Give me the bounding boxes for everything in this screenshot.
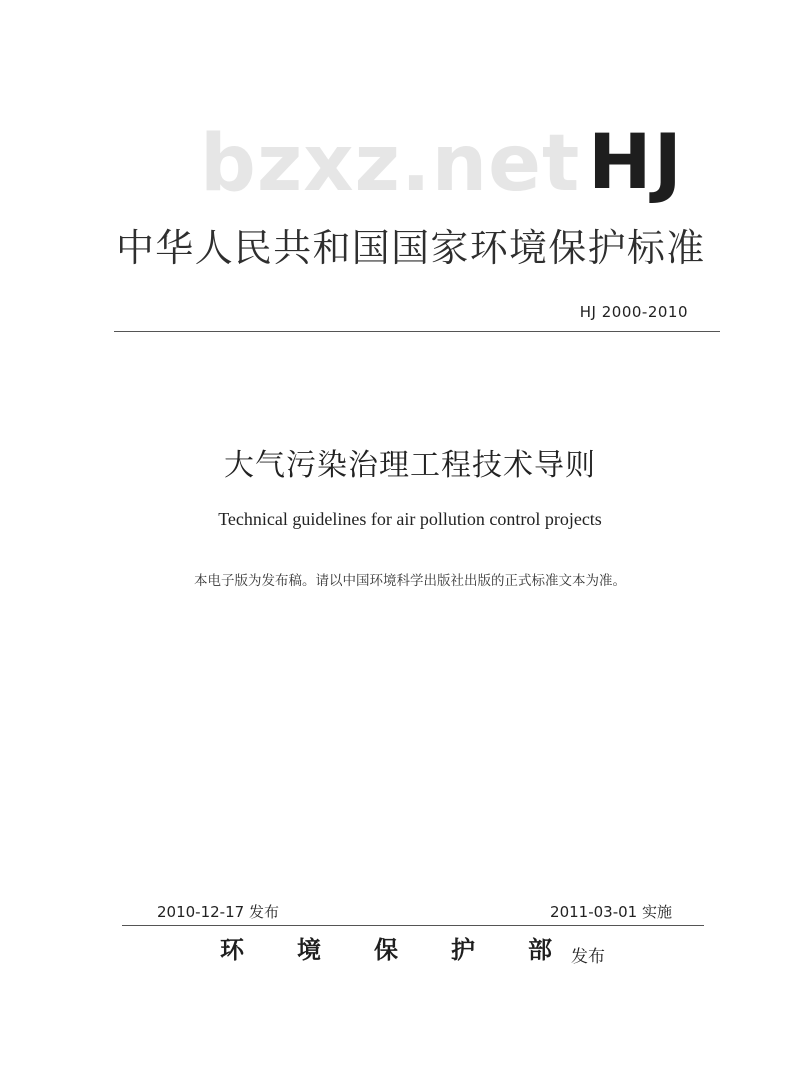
edition-notice: 本电子版为发布稿。请以中国环境科学出版社出版的正式标准文本为准。	[194, 573, 626, 589]
ministry-char: 环	[220, 935, 244, 964]
issue-date: 2010-12-17 发布	[157, 903, 279, 921]
footer-divider	[122, 925, 704, 926]
ministry-char: 部	[528, 935, 552, 964]
issuer-title: 中华人民共和国国家环境保护标准	[116, 226, 706, 270]
standard-number: HJ 2000-2010	[579, 303, 688, 321]
issuing-ministry	[220, 936, 552, 965]
ministry-char: 境	[297, 935, 321, 964]
document-title-chinese: 大气污染治理工程技术导则	[224, 448, 596, 483]
implementation-date: 2011-03-01 实施	[550, 903, 672, 921]
ministry-char: 护	[451, 935, 475, 964]
document-title-english: Technical guidelines for air pollution control projects	[218, 509, 602, 529]
publish-label: 发布	[571, 947, 605, 967]
watermark: bzxz.net	[200, 119, 581, 209]
standard-code: HJ	[588, 117, 684, 206]
ministry-char: 保	[374, 935, 398, 964]
header-divider	[114, 331, 720, 332]
